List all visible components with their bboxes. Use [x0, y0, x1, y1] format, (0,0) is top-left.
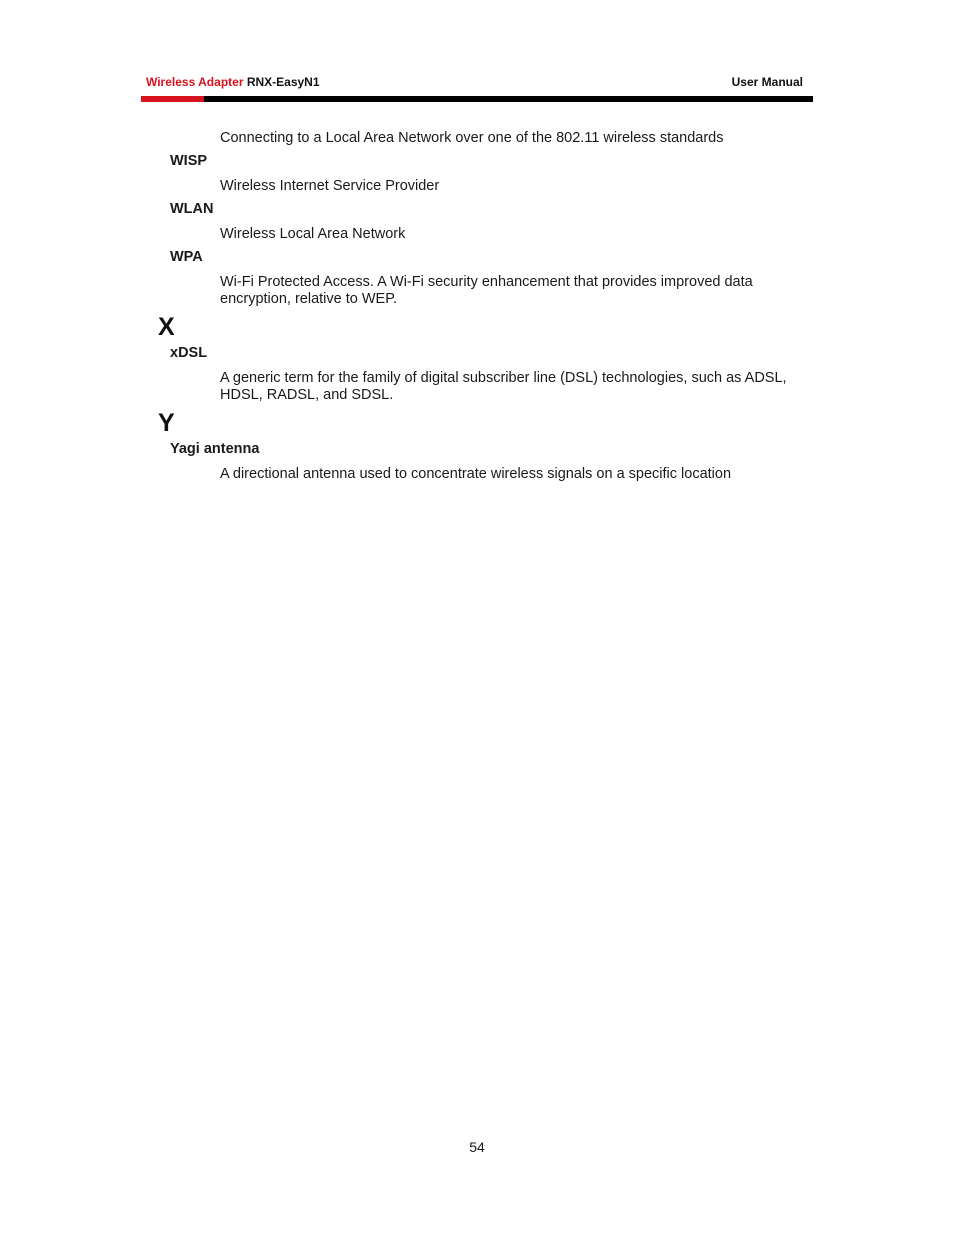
- glossary-term: WPA: [170, 249, 203, 265]
- glossary-definition: Wi-Fi Protected Access. A Wi-Fi security enhancement that provides improved data encryption, relative to WEP.: [220, 274, 753, 307]
- glossary-term: xDSL: [170, 345, 208, 361]
- page-header: [146, 74, 803, 90]
- section-letter-x: X: [158, 313, 175, 341]
- glossary-definition: Wireless Local Area Network: [220, 226, 406, 242]
- section-letter-y: Y: [158, 409, 175, 437]
- header-rule: [141, 96, 813, 102]
- glossary-definition: Connecting to a Local Area Network over one of the 802.11 wireless standards: [220, 130, 724, 146]
- header-brand: Wireless Adapter: [146, 75, 244, 89]
- header-rule-accent: [141, 96, 204, 102]
- glossary-content: [158, 128, 808, 483]
- header-model: RNX-EasyN1: [246, 75, 320, 89]
- glossary-term: WISP: [170, 153, 208, 169]
- page-number: 54: [469, 1139, 485, 1155]
- glossary-definition: A generic term for the family of digital subscriber line (DSL) technologies, such as ADSL, HDSL, RADSL, and SDSL.: [220, 370, 787, 403]
- glossary-term: Yagi antenna: [170, 441, 260, 457]
- glossary-term: WLAN: [170, 201, 214, 217]
- glossary-definition: Wireless Internet Service Provider: [220, 178, 440, 194]
- header-title: [146, 74, 320, 90]
- header-manual-label: User Manual: [731, 75, 803, 89]
- glossary-definition: A directional antenna used to concentrate wireless signals on a specific location: [220, 466, 732, 482]
